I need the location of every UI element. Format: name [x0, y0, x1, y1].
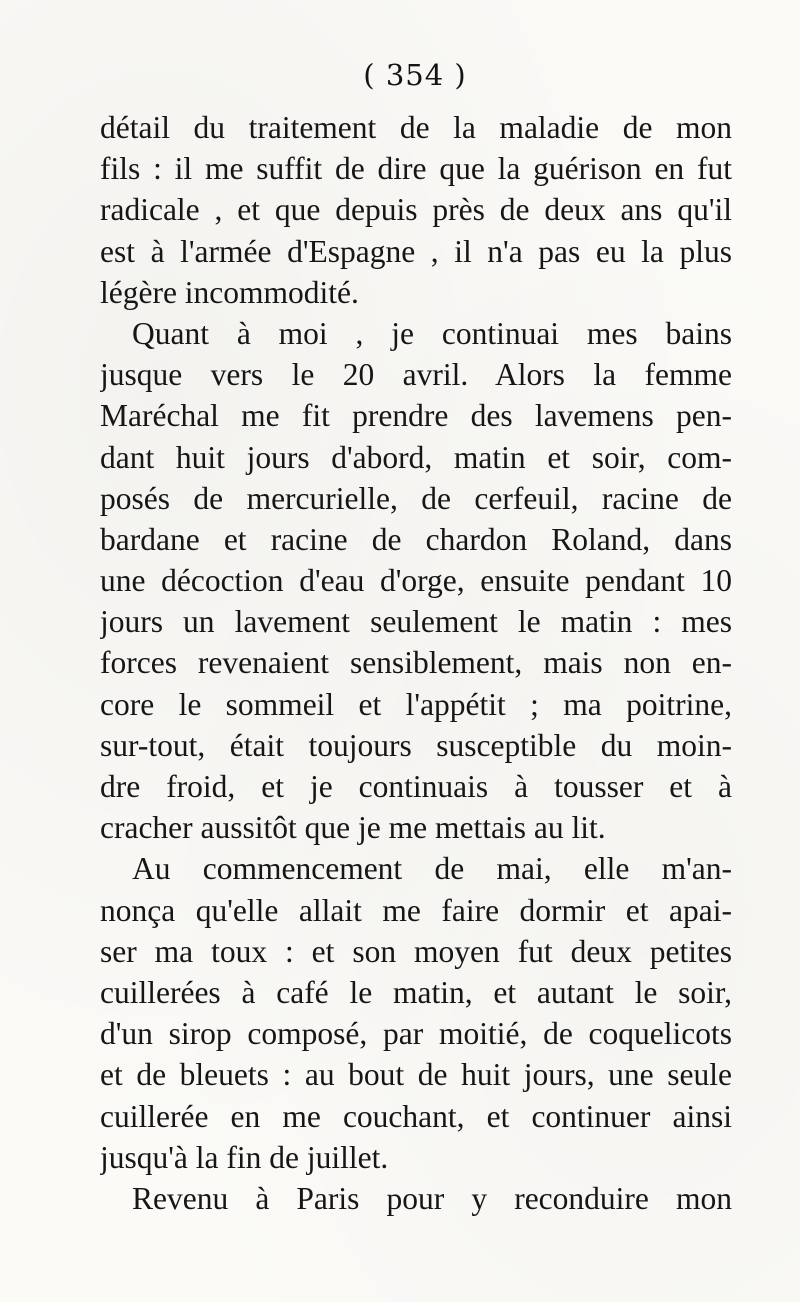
text-line: cracher aussitôt que je me mettais au lit.: [100, 810, 606, 846]
text-line: forces revenaient sensiblement, mais non en-: [100, 645, 732, 681]
text-line: Maréchal me fit prendre des lavemens pen-: [100, 398, 732, 434]
text-line: core le sommeil et l'appétit ; ma poitrine,: [100, 686, 732, 722]
text-line: posés de mercurielle, de cerfeuil, racine de: [100, 480, 732, 516]
text-line: est à l'armée d'Espagne , il n'a pas eu la plus: [100, 233, 732, 269]
text-line: Au commencement de mai, elle m'an-: [132, 851, 732, 887]
text-line: bardane et racine de chardon Roland, dans: [100, 521, 732, 557]
page-number: ( 354 ): [363, 58, 467, 92]
text-line: Revenu à Paris pour y reconduire mon: [132, 1180, 732, 1216]
text-line: détail du traitement de la maladie de mon: [100, 110, 732, 145]
text-line: cuillerées à café le matin, et autant le soir,: [100, 974, 732, 1010]
text-line: jusque vers le 20 avril. Alors la femme: [100, 357, 732, 393]
text-line: et de bleuets : au bout de huit jours, une seule: [100, 1057, 732, 1093]
text-line: une décoction d'eau d'orge, ensuite pendant 10: [100, 563, 732, 599]
text-line: ser ma toux : et son moyen fut deux petites: [100, 933, 732, 969]
body-text: [100, 107, 732, 1219]
text-line: dre froid, et je continuais à tousser et à: [100, 769, 732, 804]
text-line: d'un sirop composé, par moitié, de coquelicots: [100, 1016, 732, 1052]
text-line: radicale , et que depuis près de deux ans qu'il: [100, 192, 732, 228]
text-line: fils : il me suffit de dire que la guérison en fut: [100, 151, 732, 187]
text-line: dant huit jours d'abord, matin et soir, com-: [100, 439, 732, 475]
text-line: cuillerée en me couchant, et continuer ainsi: [100, 1098, 732, 1134]
text-line: jours un lavement seulement le matin : mes: [100, 604, 732, 640]
text-line: jusqu'à la fin de juillet.: [100, 1139, 389, 1175]
text-line: légère incommodité.: [100, 274, 359, 310]
text-line: Quant à moi , je continuai mes bains: [132, 315, 732, 351]
text-line: nonça qu'elle allait me faire dormir et apai-: [100, 892, 732, 928]
text-line: sur-tout, était toujours susceptible du moin-: [100, 727, 732, 763]
